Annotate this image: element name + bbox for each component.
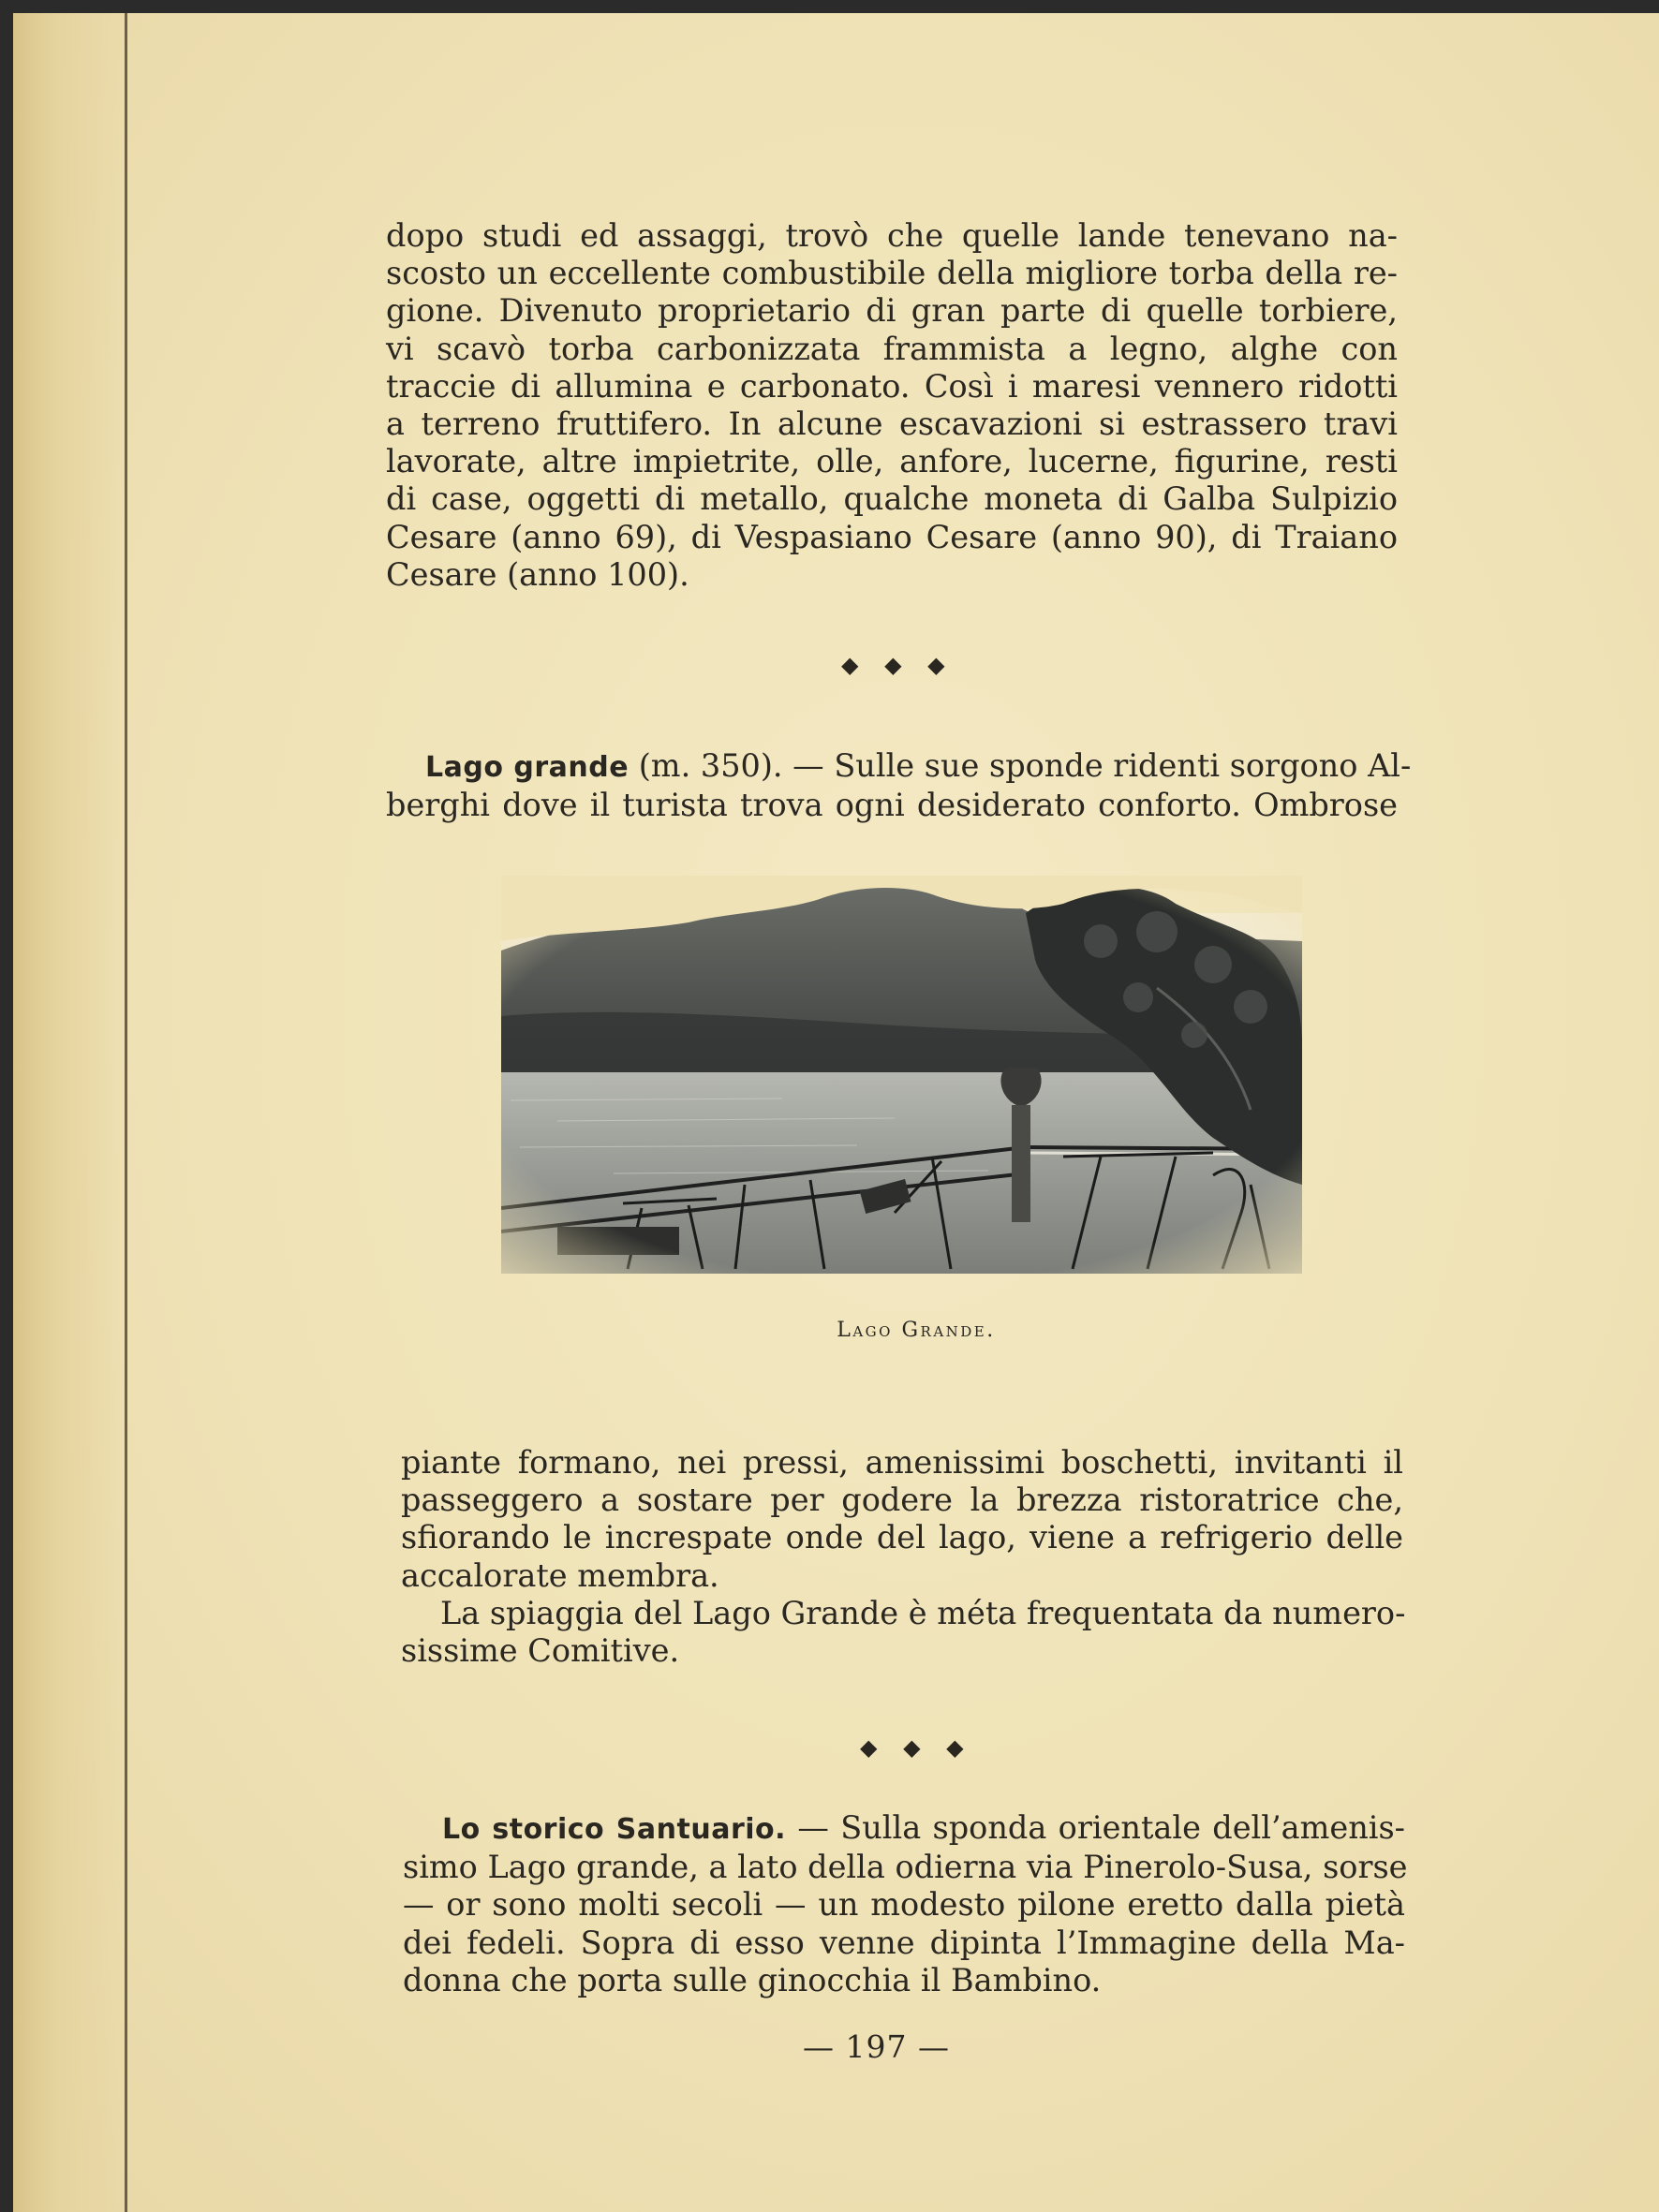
- section-first-line-text: — Sulla sponda orientale dell’amenis-: [786, 1809, 1405, 1846]
- text-line: sissime Comitive.: [401, 1632, 680, 1670]
- paragraph-boschetti: [401, 1444, 1406, 1670]
- text-line: La spiaggia del Lago Grande è méta frequentata da numero-: [440, 1594, 1406, 1631]
- section-first-line-text: (m. 350). — Sulle sue sponde ridenti sorgono Al-: [629, 747, 1412, 784]
- paragraph-peat: [386, 217, 1398, 594]
- spine-shadow: [13, 0, 126, 2212]
- scan-top-edge: [0, 0, 1659, 13]
- text-line: accalorate membra.: [401, 1556, 719, 1594]
- section-lago-grande: [386, 747, 1412, 824]
- text-line: berghi dove il turista trova ogni desiderato conforto. Ombrose: [386, 787, 1398, 824]
- text-line: — or sono molti secoli — un modesto pilone eretto dalla pietà: [403, 1886, 1405, 1924]
- page-number-text: — 197 —: [803, 2028, 950, 2065]
- section-santuario: [403, 1809, 1408, 1999]
- section-heading-santuario: Lo storico Santuario.: [442, 1813, 787, 1846]
- text-line: Cesare (anno 100).: [386, 555, 689, 593]
- photo-caption: [0, 1319, 1659, 1342]
- text-line: scosto un eccellente combustibile della migliore torba della re-: [386, 255, 1398, 292]
- text-line: Cesare (anno 69), di Vespasiano Cesare (anno 90), di Traiano: [386, 518, 1398, 555]
- text-line: di case, oggetti di metallo, qualche moneta di Galba Sulpizio: [386, 480, 1398, 518]
- spine-line: [125, 13, 127, 2212]
- section-first-line: [386, 747, 1412, 787]
- text-line: dopo studi ed assaggi, trovò che quelle lande tenevano na-: [386, 217, 1398, 254]
- text-line: piante formano, nei pressi, amenissimi boschetti, invitanti il: [401, 1444, 1403, 1481]
- text-line: a terreno fruttifero. In alcune escavazioni si estrassero travi: [386, 406, 1398, 443]
- section-first-line: [403, 1809, 1405, 1849]
- text-line: traccie di allumina e carbonato. Così i maresi vennero ridotti: [386, 367, 1398, 405]
- text-line: simo Lago grande, a lato della odierna via Pinerolo-Susa, sorse: [403, 1849, 1408, 1886]
- text-line: gione. Divenuto proprietario di gran parte di quelle torbiere,: [386, 292, 1398, 330]
- photo-caption-text: Lago Grande.: [837, 1319, 996, 1342]
- lake-photo: [501, 876, 1302, 1274]
- text-line: lavorate, altre impietrite, olle, anfore, lucerne, figurine, resti: [386, 443, 1398, 480]
- separator-ornament: ◆ ◆ ◆: [841, 652, 955, 678]
- section-heading-lago-grande: Lago grande: [425, 751, 630, 784]
- text-line: dei fedeli. Sopra di esso venne dipinta l’Immagine della Ma-: [403, 1924, 1405, 1961]
- text-line: passeggero a sostare per godere la brezza ristoratrice che,: [401, 1482, 1403, 1519]
- page-number: [0, 2028, 1659, 2065]
- text-line: vi scavò torba carbonizzata frammista a legno, alghe con: [386, 330, 1398, 367]
- scan-left-edge: [0, 0, 13, 2212]
- text-line: donna che porta sulle ginocchia il Bambino.: [403, 1961, 1102, 1998]
- text-line: sfiorando le increspate onde del lago, viene a refrigerio delle: [401, 1519, 1403, 1556]
- separator-ornament-2: ◆ ◆ ◆: [860, 1734, 973, 1761]
